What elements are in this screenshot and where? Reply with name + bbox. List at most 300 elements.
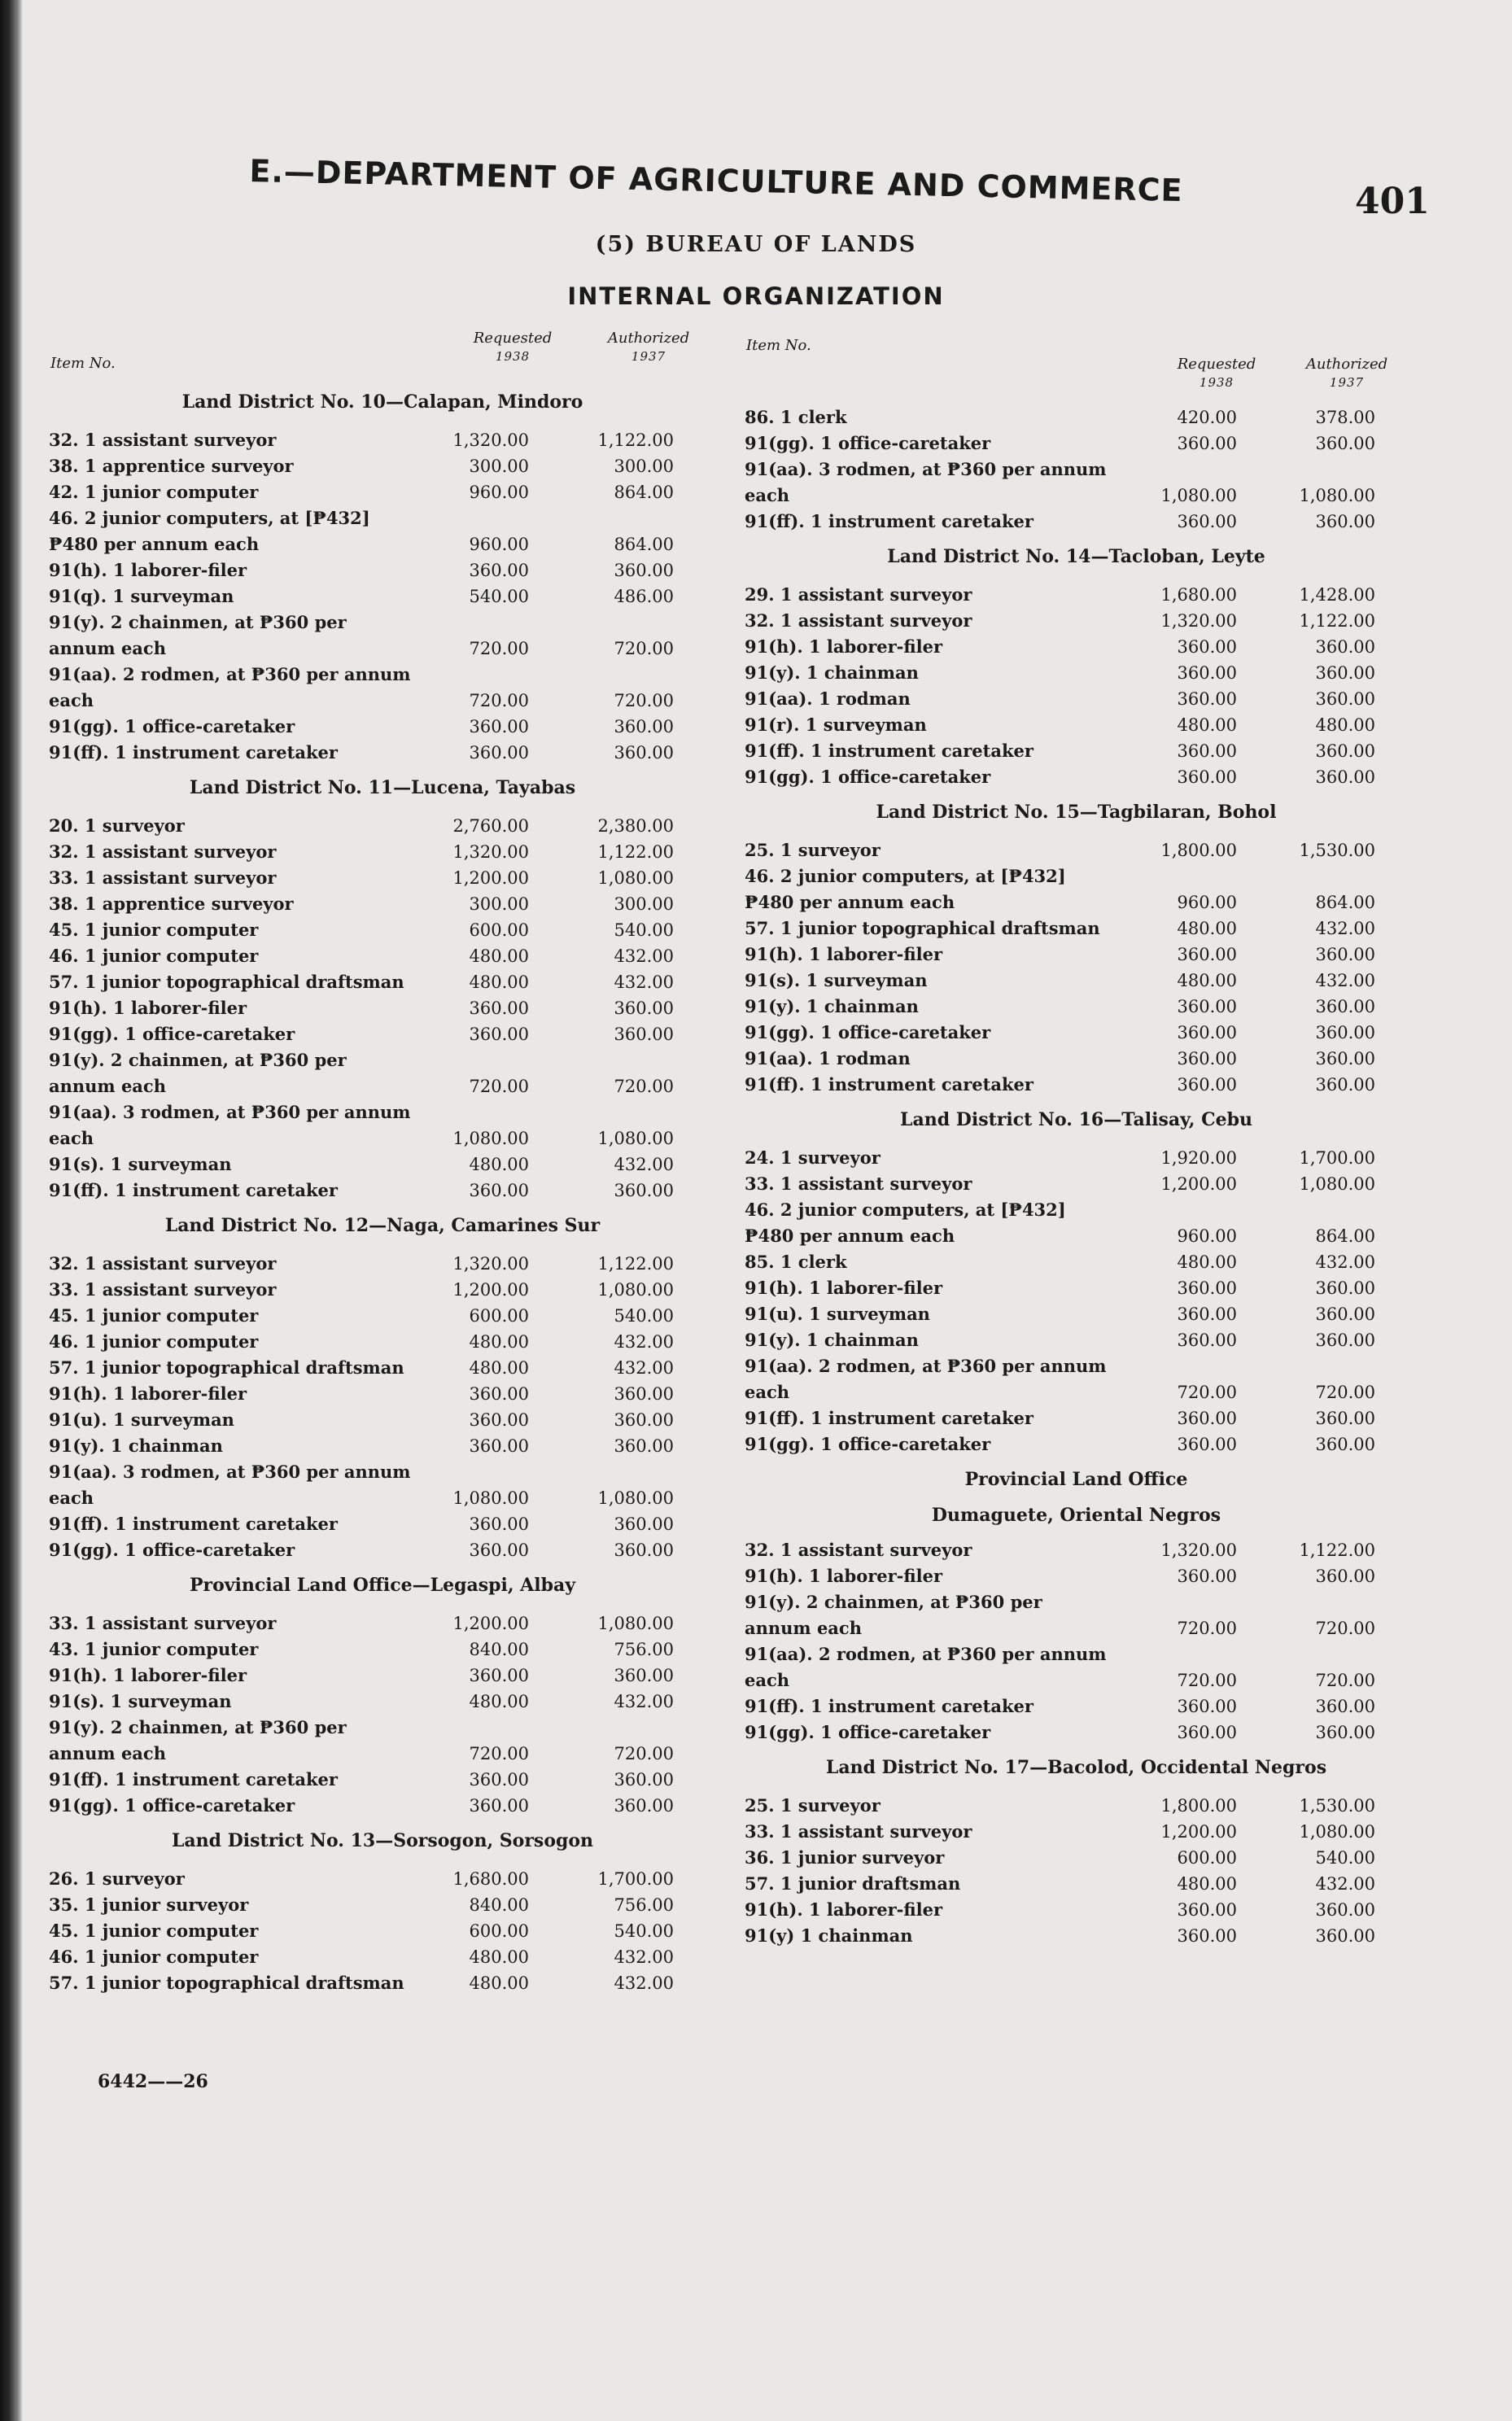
table-row <box>49 1251 716 1277</box>
requested-value: 300.00 <box>469 457 529 476</box>
item-number: 91(gg). <box>745 767 821 787</box>
table-row <box>49 1021 716 1047</box>
item-number: 91(h). <box>49 998 113 1018</box>
requested-value: 360.00 <box>1177 1049 1237 1068</box>
item-number: 46. <box>745 866 780 886</box>
table-row <box>49 1610 716 1637</box>
requested-value: 360.00 <box>1177 1075 1237 1095</box>
item-number: 86. <box>745 407 780 427</box>
row-text: 1 surveyor <box>780 840 881 860</box>
row-text: 1 instrument caretaker <box>114 1769 338 1790</box>
authorized-value: 864.00 <box>614 483 674 502</box>
requested-value: 1,320.00 <box>452 430 529 450</box>
row-text: 1 laborer-filer <box>809 636 943 657</box>
authorized-value: 360.00 <box>1315 663 1375 683</box>
row-text: 1 surveyman <box>806 970 928 990</box>
item-number: 38. <box>49 894 85 914</box>
requested-value: 960.00 <box>469 483 529 502</box>
table-row <box>745 1301 1408 1327</box>
district-section <box>745 1469 1408 1746</box>
row-text: 1 office-caretaker <box>820 433 991 453</box>
requested-value: 360.00 <box>469 999 529 1018</box>
requested-value: 480.00 <box>469 946 529 966</box>
right-sections <box>745 546 1408 1949</box>
requested-value: 360.00 <box>469 1540 529 1560</box>
item-number: 91(ff). <box>745 1408 811 1428</box>
item-number: 32. <box>49 841 85 862</box>
authorized-value: 1,080.00 <box>1299 486 1375 505</box>
requested-value: 360.00 <box>469 1410 529 1430</box>
row-text: 1 assistant surveyor <box>84 1253 277 1274</box>
requested-value: 480.00 <box>1177 1252 1237 1272</box>
table-row <box>745 1563 1408 1589</box>
table-row <box>745 738 1408 764</box>
authorized-label: Authorized <box>1305 356 1388 373</box>
requested-value: 1,200.00 <box>1160 1822 1237 1842</box>
row-text: 1 assistant surveyor <box>780 610 972 631</box>
table-row <box>49 1511 716 1537</box>
section-subtitle: Dumaguete, Oriental Negros <box>931 1505 1221 1526</box>
section-title: Land District No. 16—Talisay, Cebu <box>900 1109 1252 1130</box>
row-text: 1 junior draftsman <box>780 1873 961 1894</box>
item-number: 91(aa). <box>745 1048 819 1068</box>
item-number: 32. <box>49 1253 85 1274</box>
authorized-value: 1,080.00 <box>597 1614 674 1633</box>
row-text: 1 assistant surveyor <box>780 584 972 605</box>
requested-value: 360.00 <box>1177 1697 1237 1716</box>
row-text: 1 junior computer <box>84 1947 259 1967</box>
authorized-value: 360.00 <box>1315 1900 1375 1920</box>
authorized-value: 864.00 <box>614 535 674 554</box>
authorized-header <box>588 330 710 365</box>
item-number: 91(ff). <box>49 742 115 763</box>
requested-value: 360.00 <box>469 1436 529 1456</box>
row-text: 1 surveyor <box>84 815 185 836</box>
authorized-value: 360.00 <box>614 1770 674 1790</box>
item-number: 91(s). <box>745 970 806 990</box>
row-text: 2 junior computers, at [₱432] ₱480 per annum each <box>745 866 1066 912</box>
row-text: 1 junior topographical draftsman <box>780 918 1100 938</box>
table-row <box>49 662 716 714</box>
row-text: 1 apprentice surveyor <box>84 456 294 476</box>
item-number: 91(y). <box>49 1436 111 1456</box>
requested-value: 360.00 <box>1177 663 1237 683</box>
requested-value: 720.00 <box>469 639 529 658</box>
item-number: 33. <box>49 867 85 888</box>
authorized-value: 1,122.00 <box>1299 1540 1375 1560</box>
authorized-value: 360.00 <box>614 1540 674 1560</box>
table-row <box>49 610 716 662</box>
authorized-value: 1,122.00 <box>597 842 674 862</box>
item-number: 45. <box>49 1921 85 1941</box>
book-binding-shadow <box>0 0 23 2421</box>
row-text: 1 assistant surveyor <box>84 841 277 862</box>
row-text: 1 surveyor <box>780 1795 881 1816</box>
row-text: 1 surveyman <box>809 1304 930 1324</box>
item-number: 91(y). <box>49 1050 111 1070</box>
authorized-value: 432.00 <box>614 1332 674 1352</box>
authorized-value: 300.00 <box>614 894 674 914</box>
table-row <box>745 1537 1408 1563</box>
table-row <box>49 1689 716 1715</box>
item-number: 45. <box>49 1305 85 1326</box>
item-number: 46. <box>49 1947 85 1967</box>
requested-value: 360.00 <box>1177 637 1237 657</box>
item-number: 91(q). <box>49 586 113 606</box>
requested-value: 360.00 <box>1177 1567 1237 1586</box>
item-number: 91(aa). <box>49 664 123 684</box>
department-title: E.—DEPARTMENT OF AGRICULTURE AND COMMERCE <box>249 152 1183 209</box>
authorized-value: 378.00 <box>1315 408 1375 427</box>
item-number: 91(h). <box>49 1665 113 1685</box>
item-number: 35. <box>49 1894 85 1915</box>
section-title: Land District No. 12—Naga, Camarines Sur <box>164 1215 601 1236</box>
authorized-value: 1,122.00 <box>597 1254 674 1274</box>
item-number: 91(gg). <box>745 1722 821 1742</box>
table-row <box>745 1793 1408 1819</box>
table-row <box>49 1355 716 1381</box>
authorized-value: 360.00 <box>1315 1304 1375 1324</box>
row-text: 1 laborer-filer <box>809 1899 943 1920</box>
item-number: 91(ff). <box>49 1180 115 1200</box>
table-row <box>49 1866 716 1892</box>
item-number: 33. <box>49 1279 85 1300</box>
requested-value: 600.00 <box>469 1306 529 1326</box>
requested-value: 540.00 <box>469 587 529 606</box>
row-text: 1 surveyor <box>84 1868 185 1889</box>
section-title: Land District No. 13—Sorsogon, Sorsogon <box>171 1830 594 1851</box>
requested-value: 1,320.00 <box>1160 1540 1237 1560</box>
requested-value: 1,080.00 <box>452 1129 529 1148</box>
item-number: 38. <box>49 456 85 476</box>
row-text: 1 instrument caretaker <box>810 1074 1033 1095</box>
item-number: 91(ff). <box>49 1769 115 1790</box>
authorized-value: 1,530.00 <box>1299 1796 1375 1816</box>
item-number: 33. <box>745 1821 780 1842</box>
authorized-value: 360.00 <box>614 999 674 1018</box>
table-row <box>49 1892 716 1918</box>
authorized-value: 360.00 <box>1315 1278 1375 1298</box>
requested-value: 360.00 <box>1177 1900 1237 1920</box>
requested-value: 720.00 <box>469 1744 529 1763</box>
requested-value: 360.00 <box>469 1514 529 1534</box>
authorized-value: 1,530.00 <box>1299 841 1375 860</box>
requested-value: 300.00 <box>469 894 529 914</box>
authorized-value: 360.00 <box>1315 945 1375 964</box>
table-row <box>49 583 716 610</box>
table-row <box>49 1663 716 1689</box>
requested-header <box>452 330 574 365</box>
table-row <box>49 1407 716 1433</box>
table-row <box>745 1072 1408 1098</box>
table-row <box>745 916 1408 942</box>
authorized-value: 1,700.00 <box>1299 1148 1375 1168</box>
requested-value: 1,320.00 <box>452 1254 529 1274</box>
item-number: 85. <box>745 1252 780 1272</box>
row-text: 1 laborer-filer <box>809 944 943 964</box>
table-row <box>49 1433 716 1459</box>
item-number: 45. <box>49 920 85 940</box>
section-title: Provincial Land Office <box>964 1469 1188 1490</box>
item-number: 91(r). <box>745 715 806 735</box>
row-text: 1 junior surveyor <box>84 1894 249 1915</box>
item-number: 91(s). <box>49 1691 111 1711</box>
requested-value: 1,200.00 <box>452 868 529 888</box>
row-text: 1 junior computer <box>84 920 259 940</box>
row-text: 1 office-caretaker <box>820 1434 991 1454</box>
item-number: 91(ff). <box>745 741 811 761</box>
row-text: 1 clerk <box>780 407 847 427</box>
section-title: Provincial Land Office—Legaspi, Albay <box>189 1575 576 1596</box>
table-row <box>745 1845 1408 1871</box>
table-row <box>49 839 716 865</box>
row-text: 1 instrument caretaker <box>114 1514 338 1534</box>
row-text: 2 junior computers, at [₱432] ₱480 per annum each <box>49 508 370 554</box>
item-number: 32. <box>745 1540 780 1560</box>
authorized-value: 360.00 <box>614 1384 674 1404</box>
table-row <box>49 1537 716 1563</box>
table-row <box>745 1020 1408 1046</box>
authorized-value: 432.00 <box>1315 919 1375 938</box>
authorized-value: 540.00 <box>1315 1848 1375 1868</box>
continued-section <box>745 404 1408 535</box>
requested-value: 360.00 <box>469 561 529 580</box>
right-column <box>745 330 1408 1960</box>
item-number: 91(gg). <box>49 1540 125 1560</box>
item-number: 46. <box>49 946 85 966</box>
row-text: 1 rodman <box>818 688 911 709</box>
row-text: 1 surveyman <box>113 1409 234 1430</box>
table-row <box>745 1720 1408 1746</box>
requested-value: 360.00 <box>469 717 529 736</box>
requested-value: 1,320.00 <box>1160 611 1237 631</box>
requested-value: 360.00 <box>1177 1023 1237 1042</box>
item-number: 91(gg). <box>49 716 125 736</box>
table-row <box>49 1277 716 1303</box>
row-text: 1 clerk <box>780 1252 847 1272</box>
row-text: 1 laborer-filer <box>809 1278 943 1298</box>
authorized-value: 432.00 <box>1315 1252 1375 1272</box>
authorized-year: 1937 <box>1329 375 1365 390</box>
authorized-value: 1,122.00 <box>1299 611 1375 631</box>
authorized-value: 720.00 <box>1315 1619 1375 1638</box>
item-number: 36. <box>745 1847 780 1868</box>
authorized-value: 360.00 <box>614 1514 674 1534</box>
district-section <box>745 1109 1408 1457</box>
item-number: 26. <box>49 1868 85 1889</box>
row-text: 1 junior computer <box>84 1331 259 1352</box>
authorized-value: 432.00 <box>1315 971 1375 990</box>
item-number: 91(aa). <box>745 1356 819 1376</box>
item-number: 91(h). <box>49 560 113 580</box>
table-row <box>49 1152 716 1178</box>
page-number: 401 <box>1355 181 1430 222</box>
authorized-value: 360.00 <box>1315 512 1375 531</box>
requested-value: 420.00 <box>1177 408 1237 427</box>
authorized-value: 432.00 <box>614 1973 674 1993</box>
requested-value: 600.00 <box>469 920 529 940</box>
table-row <box>49 943 716 969</box>
row-text: 1 junior surveyor <box>780 1847 945 1868</box>
table-row <box>49 813 716 839</box>
item-number: 32. <box>49 430 85 450</box>
table-row <box>49 1459 716 1511</box>
authorized-value: 360.00 <box>614 561 674 580</box>
requested-value: 480.00 <box>1177 1874 1237 1894</box>
item-number: 57. <box>745 1873 780 1894</box>
table-row <box>49 1793 716 1819</box>
table-row <box>49 1047 716 1099</box>
table-row <box>745 1249 1408 1275</box>
requested-value: 480.00 <box>469 1155 529 1174</box>
item-number: 57. <box>49 1973 85 1993</box>
authorized-value: 1,080.00 <box>1299 1822 1375 1842</box>
row-text: 1 assistant surveyor <box>780 1173 972 1194</box>
authorized-label: Authorized <box>607 330 690 347</box>
row-text: 2 rodmen, at ₱360 per annum each <box>745 1356 1107 1402</box>
table-row <box>745 1641 1408 1693</box>
item-number: 46. <box>49 1331 85 1352</box>
authorized-value: 432.00 <box>614 1692 674 1711</box>
district-section <box>745 1757 1408 1949</box>
section-title: Land District No. 10—Calapan, Mindoro <box>181 391 583 413</box>
authorized-value: 360.00 <box>614 1666 674 1685</box>
authorized-value: 360.00 <box>1315 1567 1375 1586</box>
item-number: 91(aa). <box>49 1462 123 1482</box>
requested-value: 360.00 <box>1177 1409 1237 1428</box>
authorized-value: 360.00 <box>1315 1023 1375 1042</box>
authorized-value: 1,080.00 <box>597 1280 674 1300</box>
table-row <box>745 1431 1408 1457</box>
item-number: 91(aa). <box>49 1102 123 1122</box>
row-text: 1 instrument caretaker <box>810 511 1033 531</box>
authorized-value: 756.00 <box>614 1640 674 1659</box>
table-row <box>49 740 716 766</box>
authorized-value: 720.00 <box>614 639 674 658</box>
requested-label: Requested <box>1177 356 1256 373</box>
authorized-year: 1937 <box>631 349 666 364</box>
table-row <box>745 1353 1408 1405</box>
row-text: 1 junior topographical draftsman <box>84 972 404 992</box>
authorized-value: 756.00 <box>614 1895 674 1915</box>
requested-value: 1,080.00 <box>452 1488 529 1508</box>
bureau-title: (5) BUREAU OF LANDS <box>595 232 917 257</box>
table-row <box>745 660 1408 686</box>
table-row <box>745 764 1408 790</box>
district-section <box>49 777 716 1204</box>
item-number: 57. <box>49 972 85 992</box>
table-row <box>745 1589 1408 1641</box>
table-row <box>745 686 1408 712</box>
row-text: 1 surveyman <box>110 1154 232 1174</box>
authorized-value: 1,080.00 <box>597 1488 674 1508</box>
requested-year: 1938 <box>1199 375 1235 390</box>
authorized-value: 432.00 <box>614 1358 674 1378</box>
authorized-value: 360.00 <box>1315 434 1375 453</box>
row-text: 1 assistant surveyor <box>84 1613 277 1633</box>
requested-value: 480.00 <box>1177 971 1237 990</box>
requested-value: 360.00 <box>1177 512 1237 531</box>
authorized-value: 720.00 <box>1315 1383 1375 1402</box>
authorized-value: 360.00 <box>1315 1075 1375 1095</box>
item-number: 29. <box>745 584 780 605</box>
authorized-value: 300.00 <box>614 457 674 476</box>
item-number: 91(y). <box>745 662 806 683</box>
item-number: 20. <box>49 815 85 836</box>
item-number: 46. <box>49 508 85 528</box>
authorized-value: 360.00 <box>614 1181 674 1200</box>
table-row <box>745 863 1408 916</box>
requested-value: 1,320.00 <box>452 842 529 862</box>
item-number: 91(ff). <box>745 1074 811 1095</box>
item-number: 91(u). <box>745 1304 809 1324</box>
authorized-value: 540.00 <box>614 1306 674 1326</box>
authorized-value: 360.00 <box>614 1410 674 1430</box>
authorized-value: 360.00 <box>1315 767 1375 787</box>
authorized-value: 540.00 <box>614 920 674 940</box>
requested-value: 360.00 <box>1177 1926 1237 1946</box>
section-title: Land District No. 14—Tacloban, Leyte <box>887 546 1265 567</box>
item-number: 91(y) <box>745 1925 801 1946</box>
authorized-value: 864.00 <box>1315 893 1375 912</box>
requested-label: Requested <box>473 330 553 347</box>
authorized-value: 1,080.00 <box>1299 1174 1375 1194</box>
item-number: 91(aa). <box>745 459 819 479</box>
row-text: 1 junior computer <box>84 1921 259 1941</box>
section-title: Land District No. 11—Lucena, Tayabas <box>189 777 576 798</box>
table-row <box>745 1693 1408 1720</box>
item-number: 91(y). <box>745 1330 806 1350</box>
item-number: 91(h). <box>49 1383 113 1404</box>
table-row <box>49 1637 716 1663</box>
requested-value: 360.00 <box>1177 434 1237 453</box>
row-text: 1 apprentice surveyor <box>84 894 294 914</box>
authorized-value: 360.00 <box>614 1796 674 1816</box>
item-number: 24. <box>745 1147 780 1168</box>
authorized-value: 432.00 <box>614 1947 674 1967</box>
item-number: 91(ff). <box>745 1696 811 1716</box>
printer-signature: 6442——26 <box>98 2071 208 2092</box>
authorized-value: 360.00 <box>614 1436 674 1456</box>
table-row <box>745 457 1408 509</box>
section-title: Land District No. 17—Bacolod, Occidental Negros <box>825 1757 1327 1778</box>
row-text: 2 junior computers, at [₱432] ₱480 per annum each <box>745 1200 1066 1246</box>
district-section <box>49 1575 716 1819</box>
row-text: 1 instrument caretaker <box>114 742 338 763</box>
authorized-value: 2,380.00 <box>597 816 674 836</box>
table-row <box>745 1046 1408 1072</box>
row-text: 1 office-caretaker <box>820 1722 991 1742</box>
district-section <box>745 546 1408 790</box>
item-number: 91(u). <box>49 1409 113 1430</box>
row-text: 1 assistant surveyor <box>780 1821 972 1842</box>
row-text: 1 laborer-filer <box>113 560 247 580</box>
requested-value: 480.00 <box>469 1332 529 1352</box>
table-row <box>745 608 1408 634</box>
table-row <box>745 1275 1408 1301</box>
requested-value: 360.00 <box>1177 1723 1237 1742</box>
requested-value: 1,080.00 <box>1160 486 1237 505</box>
table-row <box>49 865 716 891</box>
requested-value: 480.00 <box>469 1692 529 1711</box>
requested-value: 1,680.00 <box>452 1869 529 1889</box>
authorized-value: 432.00 <box>614 972 674 992</box>
item-number: 91(ff). <box>745 511 811 531</box>
requested-value: 480.00 <box>1177 715 1237 735</box>
requested-value: 360.00 <box>1177 997 1237 1016</box>
table-row <box>745 712 1408 738</box>
item-number: 91(gg). <box>745 433 821 453</box>
